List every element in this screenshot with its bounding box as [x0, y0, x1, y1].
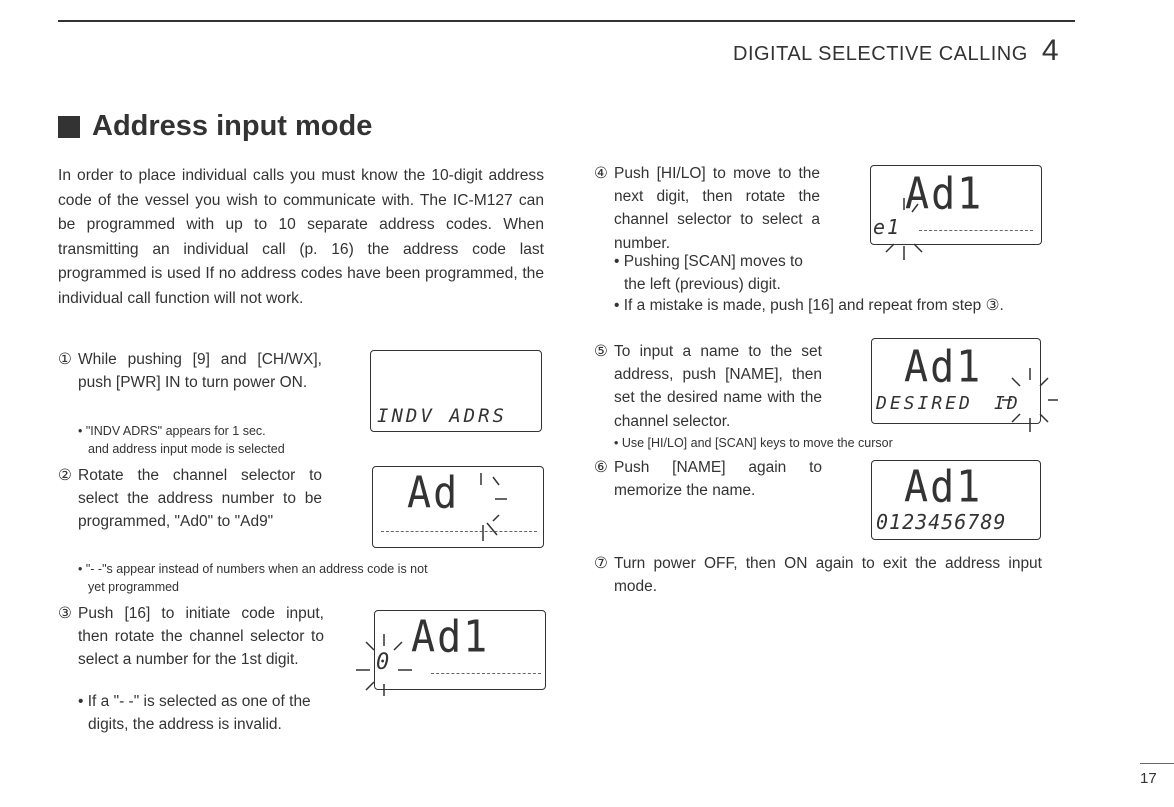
- lcd-dash-row: [919, 230, 1033, 231]
- lcd-main-text: Ad1: [904, 461, 983, 513]
- note-line: • "- -"s appear instead of numbers when an address code is not: [78, 562, 428, 576]
- lcd-main-text: Ad1: [905, 168, 984, 220]
- page-number: 17: [1140, 770, 1157, 787]
- blink-sparkle-icon: [463, 471, 513, 545]
- lcd-sub-text: 0123456789: [876, 510, 1007, 534]
- note-line: • Use [HI/LO] and [SCAN] keys to move the cursor: [614, 436, 893, 450]
- square-bullet-icon: [58, 116, 80, 138]
- step-text: Rotate the channel selector to select the address number to be programmed, "Ad0" to "Ad9": [78, 467, 322, 531]
- page-title-text: Address input mode: [92, 110, 373, 142]
- page-title: [58, 110, 372, 143]
- lcd-blink-digit: e1: [873, 215, 902, 239]
- section-title: DIGITAL SELECTIVE CALLING: [733, 43, 1028, 65]
- note-line: and address input mode is selected: [88, 442, 285, 456]
- step-3-bullet: [78, 690, 346, 736]
- lcd-blink-digit: 0: [376, 650, 394, 675]
- blink-sparkle-icon: [872, 196, 932, 262]
- intro-paragraph: In order to place individual calls you must know the 10-digit address code of the vessel you wish to communicate with. The IC-M127 can be programmed with up to 10 separate address codes. When transmitting an individual call (p. 16) the address code last programmed is used If no address codes have been programmed, the individual call function will not work.: [58, 167, 544, 307]
- step-number: ⑦: [594, 555, 608, 572]
- top-rule: [58, 20, 1075, 22]
- lcd-main-text: Ad1: [411, 611, 490, 663]
- step-text: Push [HI/LO] to move to the next digit, then rotate the channel selector to select a number.: [614, 165, 820, 252]
- step-number: ③: [58, 605, 72, 622]
- lcd-main-text: Ad1: [904, 341, 983, 393]
- page-rule: [1140, 763, 1174, 764]
- bullet-line: • Pushing [SCAN] moves to the left (previous) digit.: [614, 253, 803, 294]
- step-1-note: [78, 422, 348, 458]
- lcd-display-6: [871, 460, 1041, 540]
- lcd-dash-row: [431, 673, 541, 674]
- step-number: ④: [594, 165, 608, 182]
- note-line: • "INDV ADRS" appears for 1 sec.: [78, 424, 266, 438]
- step-text: Push [16] to initiate code input, then rotate the channel selector to select a number for the 1st digit.: [78, 605, 324, 669]
- lcd-sub-text: INDV ADRS: [377, 405, 507, 427]
- note-line: yet programmed: [88, 580, 180, 594]
- section-header: [733, 34, 1059, 68]
- step-number: ⑥: [594, 459, 608, 476]
- lcd-sub-text: DESIRED: [876, 393, 973, 414]
- step-number: ⑤: [594, 343, 608, 360]
- lcd-dash-row: [381, 531, 537, 532]
- step-text: Turn power OFF, then ON again to exit the address input mode.: [614, 555, 1042, 596]
- step-text: To input a name to the set address, push [NAME], then set the desired name with the channel selector.: [614, 343, 822, 430]
- step-2-note: [78, 560, 548, 596]
- lcd-blink-cursor: ID: [994, 393, 1020, 414]
- lcd-main-text: Ad: [407, 467, 460, 519]
- step-4-bullet: [614, 294, 1046, 317]
- step-text: Push [NAME] again to memorize the name.: [614, 459, 822, 500]
- step-text: While pushing [9] and [CH/WX], push [PWR] IN to turn power ON.: [78, 351, 322, 392]
- bullet-line: • If a mistake is made, push [16] and repeat from step ③.: [614, 297, 1004, 314]
- chapter-number: 4: [1041, 34, 1059, 67]
- lcd-display-1: [370, 350, 542, 432]
- step-number: ①: [58, 351, 72, 368]
- step-5-note: [614, 434, 1034, 452]
- bullet-line: • If a "- -" is selected as one of the digits, the address is invalid.: [78, 693, 311, 734]
- step-4-bullet: [614, 250, 828, 296]
- blink-sparkle-icon: [1000, 366, 1060, 434]
- lcd-display-2: [372, 466, 544, 548]
- step-number: ②: [58, 467, 72, 484]
